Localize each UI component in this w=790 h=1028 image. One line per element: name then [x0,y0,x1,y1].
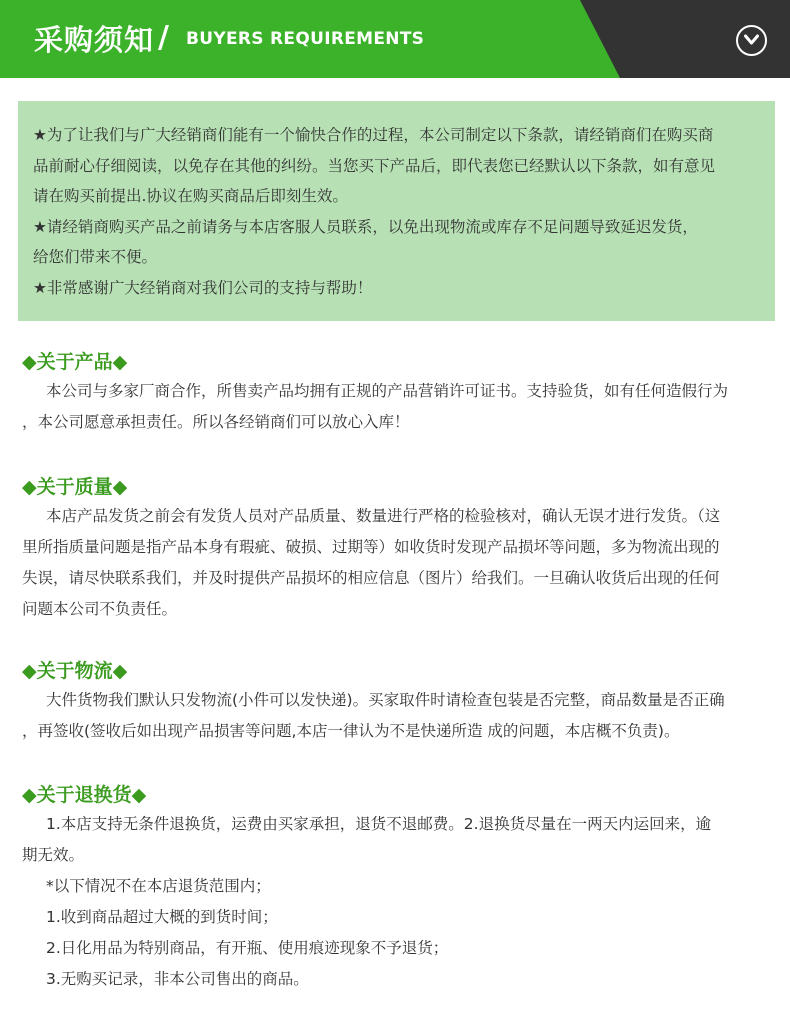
section-logistics [22,657,772,747]
notice-line: 品前耐心仔细阅读，以免存在其他的纠纷。当您买下产品后，即代表您已经默认以下条款，如有意见 [33,156,716,175]
section-body-product [22,376,772,438]
section-line: 1.本店支持无条件退换货，运费由买家承担，退货不退邮费。2.退换货尽量在一两天内运回来，逾 [46,815,712,833]
section-heading-product: ◆关于产品◆ [22,351,128,373]
notice-line: ★为了让我们与广大经销商们能有一个愉快合作的过程，本公司制定以下条款，请经销商们在购买商 [33,126,714,144]
section-line: 里所指质量问题是指产品本身有瑕疵、破损、过期等）如收货时发现产品损坏等问题，多为物流出现的 [22,538,720,556]
banner-title-cn: 采购须知 [34,23,155,57]
banner-slash: / [158,20,169,55]
section-line: 本公司与多家厂商合作，所售卖产品均拥有正规的产品营销许可证书。支持验货，如有任何造假行为 [46,382,729,400]
section-line: 问题本公司不负责任。 [22,600,178,618]
section-line: 本店产品发货之前会有发货人员对产品质量、数量进行严格的检验核对，确认无误才进行发货。（这 [46,507,721,525]
section-quality [22,473,772,625]
notice-box [18,101,775,321]
section-line: 1.收到商品超过大概的到货时间； [46,908,278,926]
section-heading-logistics: ◆关于物流◆ [22,660,128,682]
section-line: 大件货物我们默认只发物流(小件可以发快递)。买家取件时请检查包装是否完整，商品数量是否正确 [46,691,725,709]
chevron-down-circle-icon[interactable] [736,25,767,56]
section-line: 期无效。 [22,846,85,864]
notice-line: 给您们带来不便。 [33,248,158,266]
section-line: 3.无购买记录，非本公司售出的商品。 [46,970,309,988]
banner-title-en: BUYERS REQUIREMENTS [186,29,425,49]
notice-line: ★请经销商购买产品之前请务与本店客服人员联系，以免出现物流或库存不足问题导致延迟发货， [33,217,698,236]
section-heading-quality: ◆关于质量◆ [22,476,128,498]
section-line: 失误，请尽快联系我们，并及时提供产品损坏的相应信息（图片）给我们。一旦确认收货后出现的任何 [22,569,720,587]
section-line: *以下情况不在本店退货范围内； [46,877,271,895]
section-body-returns [22,809,772,995]
section-line: ，本公司愿意承担责任。所以各经销商们可以放心入库！ [22,413,410,431]
section-returns [22,781,772,995]
section-body-logistics [22,685,772,747]
section-body-quality [22,501,772,625]
section-heading-returns: ◆关于退换货◆ [22,784,147,806]
section-line: 2.日化用品为特别商品，有开瓶、使用痕迹现象不予退货； [46,939,449,957]
chevron-down-icon [744,34,759,46]
notice-line: ★非常感谢广大经销商对我们公司的支持与帮助！ [33,278,373,297]
notice-line: 请在购买前提出.协议在购买商品后即刻生效。 [33,187,348,205]
section-product [22,348,772,438]
section-line: ，再签收(签收后如出现产品损害等问题,本店一律认为不是快递所造 成的问题，本店概不负责)。 [22,722,680,740]
header-banner [0,0,790,78]
